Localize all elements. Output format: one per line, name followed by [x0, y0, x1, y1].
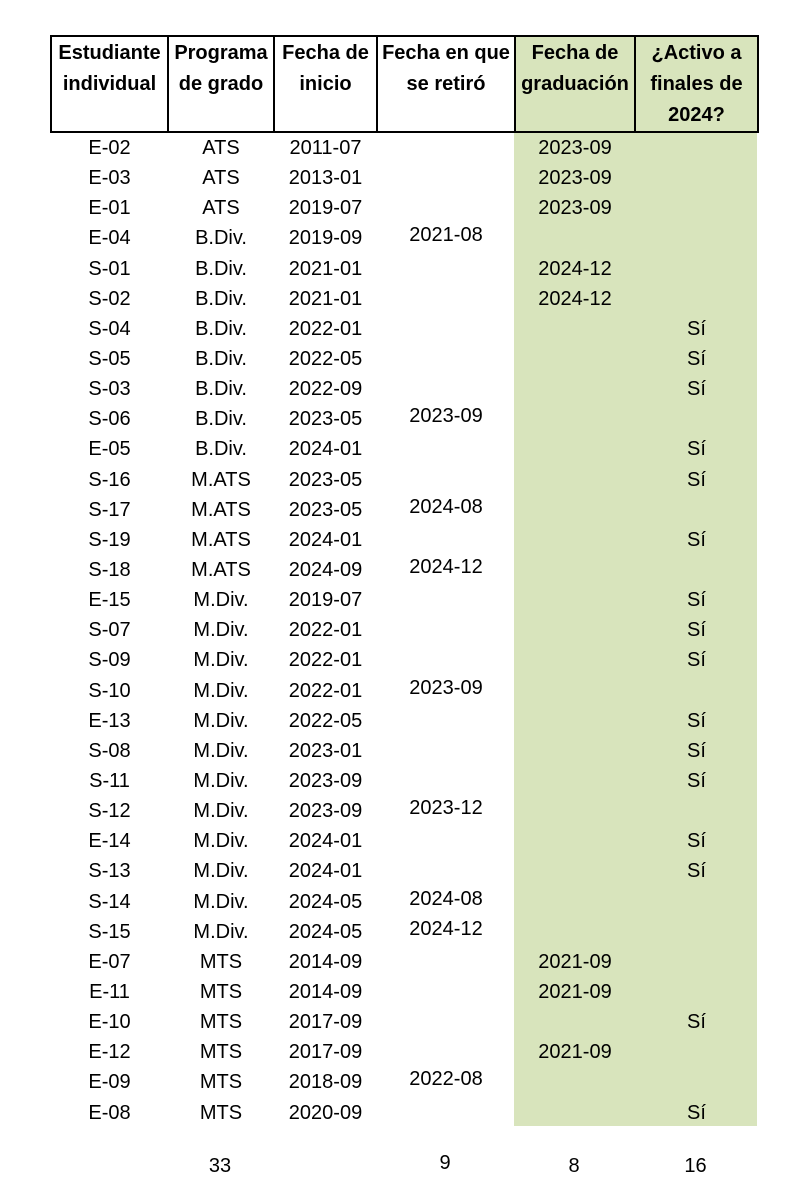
cell-estudiante: S-13 [88, 860, 131, 883]
cell-fecha-retiro [377, 132, 515, 163]
cell-activo: Sí [687, 860, 706, 883]
table-row [51, 465, 758, 495]
cell-estudiante: E-03 [88, 167, 131, 190]
cell-activo [635, 223, 758, 253]
cell-estudiante: E-04 [88, 227, 131, 250]
cell-fecha-retiro [377, 314, 515, 344]
cell-programa: B.Div. [195, 438, 247, 461]
cell-estudiante: S-05 [88, 348, 131, 371]
table-row [51, 856, 758, 886]
cell-fecha-retiro [377, 706, 515, 736]
cell-fecha-retiro [377, 284, 515, 314]
cell-fecha-retiro [377, 525, 515, 555]
cell-programa: MTS [199, 1071, 243, 1094]
cell-fecha-graduacion [515, 615, 635, 645]
cell-activo: Sí [687, 770, 706, 793]
cell-estudiante: S-01 [88, 257, 131, 280]
totals-row [50, 1152, 757, 1178]
cell-fecha-graduacion: 2024-12 [538, 257, 612, 280]
cell-programa: M.Div. [193, 860, 249, 883]
cell-activo: Sí [687, 619, 706, 642]
cell-estudiante: E-12 [88, 1041, 131, 1064]
total-graduacion: 8 [568, 1155, 580, 1177]
table-row [51, 977, 758, 1007]
cell-fecha-inicio: 2022-05 [288, 348, 363, 371]
cell-fecha-graduacion [515, 796, 635, 826]
cell-programa: M.Div. [193, 770, 249, 793]
table-row [51, 796, 758, 826]
cell-programa: B.Div. [195, 287, 247, 310]
cell-estudiante: S-16 [88, 468, 131, 491]
cell-programa: M.ATS [191, 468, 251, 491]
cell-fecha-retiro [377, 1037, 515, 1067]
cell-fecha-graduacion [515, 404, 635, 434]
cell-estudiante: E-01 [88, 197, 131, 220]
cell-estudiante: E-14 [88, 830, 131, 853]
cell-fecha-graduacion [515, 223, 635, 253]
table-row [51, 344, 758, 374]
cell-programa: MTS [199, 1101, 243, 1124]
table-row [51, 434, 758, 464]
cell-estudiante: E-11 [89, 981, 130, 1003]
table-row [51, 1098, 758, 1128]
cell-activo: Sí [687, 830, 706, 853]
total-estudiante [50, 1155, 167, 1178]
cell-programa: ATS [202, 197, 240, 220]
cell-fecha-graduacion [515, 344, 635, 374]
cell-fecha-inicio: 2022-01 [288, 619, 363, 642]
table-row [51, 525, 758, 555]
cell-programa: ATS [202, 137, 240, 160]
cell-programa: B.Div. [195, 408, 247, 431]
table-row [51, 132, 758, 163]
cell-programa: M.Div. [193, 739, 249, 762]
table-row [51, 374, 758, 404]
cell-fecha-inicio: 2019-07 [288, 589, 363, 612]
header-row [51, 36, 758, 132]
cell-estudiante: S-14 [88, 890, 131, 913]
header-estudiante: Estudiante individual [51, 36, 168, 132]
cell-fecha-graduacion [515, 887, 635, 917]
cell-fecha-inicio: 2023-09 [288, 800, 363, 823]
cell-programa: M.ATS [191, 498, 251, 521]
cell-estudiante: S-18 [88, 559, 131, 582]
table-row [51, 887, 758, 917]
cell-estudiante: S-03 [88, 378, 131, 401]
cell-fecha-graduacion: 2023-09 [538, 137, 612, 160]
cell-fecha-inicio: 2024-05 [288, 890, 363, 913]
cell-programa: M.Div. [193, 920, 249, 943]
cell-fecha-inicio: 2019-09 [288, 227, 363, 250]
header-activo: ¿Activo a finales de 2024? [635, 36, 758, 132]
cell-programa: B.Div. [195, 378, 247, 401]
cell-fecha-retiro [377, 766, 515, 796]
table-body [51, 132, 758, 1128]
cell-estudiante: S-19 [88, 528, 131, 551]
cell-fecha-inicio: 2018-09 [288, 1071, 363, 1094]
table-row [51, 163, 758, 193]
cell-activo: Sí [687, 589, 706, 612]
cell-activo: Sí [687, 317, 706, 340]
cell-estudiante: S-04 [88, 317, 131, 340]
cell-fecha-retiro: 2021-08 [409, 224, 483, 247]
cell-fecha-inicio: 2021-01 [288, 287, 363, 310]
cell-fecha-graduacion [515, 856, 635, 886]
cell-fecha-retiro [377, 193, 515, 223]
table-row [51, 254, 758, 284]
cell-estudiante: S-07 [88, 619, 131, 642]
cell-fecha-graduacion [515, 465, 635, 495]
cell-fecha-retiro [377, 374, 515, 404]
cell-activo [635, 284, 758, 314]
cell-fecha-graduacion [515, 826, 635, 856]
cell-fecha-graduacion [515, 676, 635, 706]
cell-fecha-retiro: 2023-09 [409, 676, 483, 699]
cell-programa: MTS [199, 1011, 243, 1034]
table-row [51, 555, 758, 585]
cell-fecha-inicio: 2023-05 [288, 408, 363, 431]
cell-fecha-retiro [377, 344, 515, 374]
cell-fecha-graduacion [515, 374, 635, 404]
cell-estudiante: S-06 [88, 408, 131, 431]
cell-fecha-inicio: 2011-07 [289, 137, 362, 160]
cell-fecha-inicio: 2017-09 [288, 1041, 363, 1064]
cell-programa: M.Div. [193, 709, 249, 732]
cell-activo [635, 1037, 758, 1067]
cell-programa: M.Div. [193, 619, 249, 642]
cell-fecha-inicio: 2024-01 [288, 438, 363, 461]
cell-activo [635, 1067, 758, 1097]
cell-activo: Sí [687, 438, 706, 461]
cell-fecha-retiro [377, 977, 515, 1007]
cell-fecha-graduacion [515, 1007, 635, 1037]
cell-fecha-inicio: 2024-09 [288, 559, 363, 582]
cell-fecha-inicio: 2022-09 [288, 378, 363, 401]
cell-programa: M.ATS [191, 528, 251, 551]
cell-estudiante: E-09 [88, 1071, 131, 1094]
cell-fecha-graduacion: 2021-09 [538, 1041, 612, 1064]
cell-programa: B.Div. [195, 227, 247, 250]
cell-activo: Sí [687, 378, 706, 401]
cell-estudiante: E-05 [88, 438, 131, 461]
cell-estudiante: E-10 [88, 1011, 131, 1034]
cell-activo [635, 977, 758, 1007]
cell-fecha-retiro [377, 254, 515, 284]
cell-activo [635, 404, 758, 434]
cell-fecha-retiro [377, 615, 515, 645]
cell-fecha-inicio: 2022-01 [288, 317, 363, 340]
cell-activo: Sí [687, 1101, 706, 1124]
cell-programa: M.Div. [193, 890, 249, 913]
cell-fecha-retiro: 2022-08 [409, 1068, 483, 1091]
cell-programa: M.Div. [193, 830, 249, 853]
cell-fecha-retiro [377, 947, 515, 977]
cell-fecha-inicio: 2014-09 [288, 950, 363, 973]
cell-fecha-inicio: 2022-01 [288, 649, 363, 672]
table-row [51, 947, 758, 977]
header-fecha-graduacion: Fecha de graduación [515, 36, 635, 132]
table-row [51, 1037, 758, 1067]
cell-fecha-retiro [377, 465, 515, 495]
cell-fecha-graduacion: 2021-09 [538, 981, 612, 1003]
table-row [51, 706, 758, 736]
cell-fecha-retiro: 2023-09 [409, 405, 483, 428]
cell-fecha-retiro: 2024-12 [409, 917, 483, 940]
cell-fecha-retiro [377, 585, 515, 615]
student-table-sheet [50, 35, 757, 1128]
cell-fecha-retiro [377, 434, 515, 464]
cell-estudiante: S-17 [88, 498, 131, 521]
table-row [51, 585, 758, 615]
cell-estudiante: E-15 [88, 589, 131, 612]
cell-activo: Sí [687, 649, 706, 672]
cell-estudiante: S-15 [88, 920, 131, 943]
cell-fecha-inicio: 2021-01 [288, 257, 363, 280]
header-fecha-retiro: Fecha en que se retiró [377, 36, 515, 132]
cell-estudiante: E-07 [88, 950, 131, 973]
cell-activo [635, 254, 758, 284]
cell-activo [635, 193, 758, 223]
cell-fecha-graduacion [515, 555, 635, 585]
cell-fecha-inicio: 2023-09 [288, 770, 363, 793]
cell-fecha-graduacion: 2024-12 [538, 287, 612, 310]
cell-activo: Sí [687, 468, 706, 491]
cell-activo [635, 132, 758, 163]
cell-fecha-inicio: 2017-09 [288, 1011, 363, 1034]
cell-activo: Sí [687, 528, 706, 551]
cell-fecha-retiro [377, 645, 515, 675]
cell-estudiante: E-02 [88, 137, 131, 160]
cell-fecha-inicio: 2024-01 [288, 528, 363, 551]
cell-fecha-graduacion [515, 495, 635, 525]
cell-fecha-inicio: 2022-05 [288, 709, 363, 732]
total-inicio [273, 1155, 376, 1178]
total-activo: 16 [684, 1155, 707, 1177]
table-row [51, 223, 758, 253]
table-row [51, 1007, 758, 1037]
cell-fecha-graduacion [515, 1098, 635, 1128]
table-row [51, 314, 758, 344]
cell-activo: Sí [687, 739, 706, 762]
cell-fecha-graduacion [515, 314, 635, 344]
cell-fecha-inicio: 2023-05 [288, 468, 363, 491]
cell-fecha-inicio: 2014-09 [288, 981, 363, 1003]
cell-estudiante: S-12 [88, 800, 131, 823]
cell-fecha-retiro [377, 1007, 515, 1037]
cell-programa: M.Div. [193, 649, 249, 672]
table-row [51, 193, 758, 223]
header-programa: Programa de grado [168, 36, 274, 132]
cell-programa: M.Div. [193, 800, 249, 823]
cell-fecha-graduacion: 2023-09 [538, 197, 612, 220]
cell-estudiante: S-11 [89, 770, 130, 793]
cell-programa: MTS [199, 950, 243, 973]
table-row [51, 676, 758, 706]
cell-activo [635, 676, 758, 706]
table-row [51, 404, 758, 434]
cell-fecha-graduacion: 2023-09 [538, 167, 612, 190]
cell-fecha-inicio: 2020-09 [288, 1101, 363, 1124]
cell-fecha-graduacion: 2021-09 [538, 950, 612, 973]
cell-estudiante: E-08 [88, 1101, 131, 1124]
cell-fecha-graduacion [515, 706, 635, 736]
cell-fecha-inicio: 2022-01 [288, 679, 363, 702]
cell-fecha-retiro [377, 856, 515, 886]
cell-fecha-inicio: 2019-07 [288, 197, 363, 220]
cell-fecha-graduacion [515, 736, 635, 766]
cell-fecha-graduacion [515, 645, 635, 675]
cell-estudiante: S-02 [88, 287, 131, 310]
total-programa: 33 [208, 1155, 232, 1177]
cell-fecha-retiro [377, 163, 515, 193]
table-row [51, 917, 758, 947]
cell-activo [635, 887, 758, 917]
cell-activo: Sí [687, 348, 706, 371]
cell-fecha-inicio: 2023-01 [288, 739, 363, 762]
cell-activo: Sí [687, 1011, 706, 1034]
cell-fecha-retiro: 2024-12 [409, 555, 483, 578]
cell-activo [635, 796, 758, 826]
table-row [51, 826, 758, 856]
cell-fecha-retiro: 2024-08 [409, 887, 483, 910]
cell-programa: M.Div. [193, 679, 249, 702]
cell-activo [635, 947, 758, 977]
cell-fecha-inicio: 2023-05 [288, 498, 363, 521]
cell-fecha-retiro: 2023-12 [409, 797, 483, 820]
table-row [51, 766, 758, 796]
cell-fecha-retiro [377, 826, 515, 856]
cell-fecha-inicio: 2024-01 [288, 830, 363, 853]
cell-activo [635, 163, 758, 193]
cell-activo [635, 555, 758, 585]
cell-fecha-inicio: 2013-01 [288, 167, 363, 190]
cell-estudiante: S-09 [88, 649, 131, 672]
table-row [51, 615, 758, 645]
table-row [51, 284, 758, 314]
student-table [50, 35, 759, 1128]
cell-fecha-inicio: 2024-01 [288, 860, 363, 883]
cell-programa: ATS [202, 167, 240, 190]
cell-estudiante: S-10 [88, 679, 131, 702]
cell-programa: M.Div. [193, 589, 249, 612]
cell-fecha-inicio: 2024-05 [288, 920, 363, 943]
cell-fecha-graduacion [515, 585, 635, 615]
table-row [51, 645, 758, 675]
cell-fecha-retiro [377, 1098, 515, 1128]
table-row [51, 736, 758, 766]
cell-fecha-graduacion [515, 1067, 635, 1097]
cell-programa: M.ATS [191, 559, 251, 582]
cell-programa: B.Div. [195, 348, 247, 371]
cell-programa: MTS [199, 981, 243, 1003]
cell-programa: B.Div. [195, 317, 247, 340]
cell-activo [635, 917, 758, 947]
cell-estudiante: E-13 [88, 709, 131, 732]
cell-fecha-graduacion [515, 434, 635, 464]
cell-programa: B.Div. [195, 257, 247, 280]
cell-fecha-graduacion [515, 917, 635, 947]
header-fecha-inicio: Fecha de inicio [274, 36, 377, 132]
table-row [51, 495, 758, 525]
cell-fecha-graduacion [515, 766, 635, 796]
cell-fecha-retiro: 2024-08 [409, 495, 483, 518]
cell-programa: MTS [199, 1041, 243, 1064]
cell-activo [635, 495, 758, 525]
table-row [51, 1067, 758, 1097]
total-retiro: 9 [439, 1152, 451, 1174]
cell-estudiante: S-08 [88, 739, 131, 762]
cell-fecha-graduacion [515, 525, 635, 555]
cell-activo: Sí [687, 709, 706, 732]
cell-fecha-retiro [377, 736, 515, 766]
